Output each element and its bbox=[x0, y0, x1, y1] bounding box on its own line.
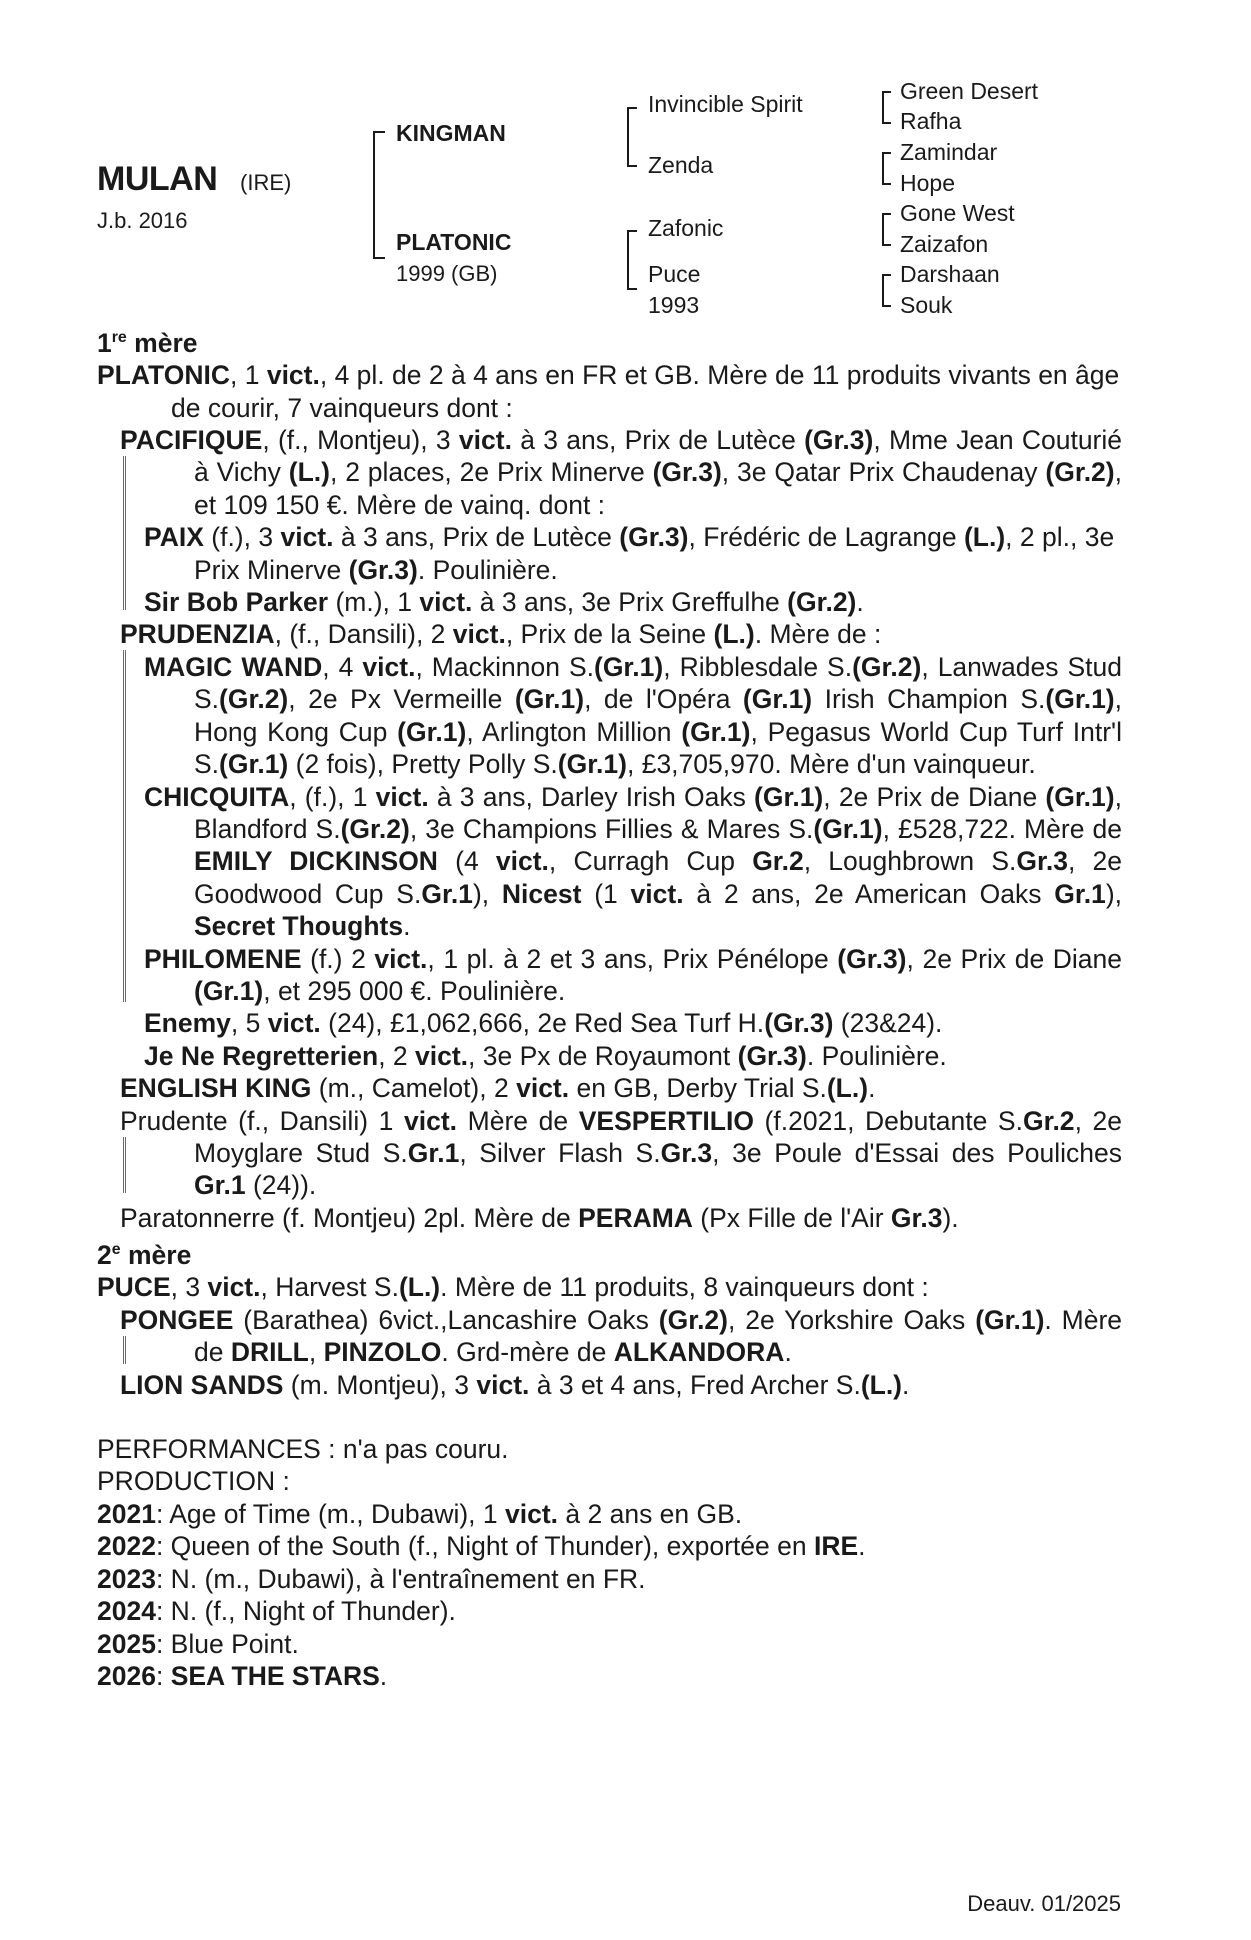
dam-name: PLATONIC bbox=[396, 229, 512, 255]
production-text: : Queen of the South (f., Night of Thunder), exportée en IRE. bbox=[155, 1531, 866, 1562]
family-bar bbox=[123, 1336, 126, 1364]
production-text: : N. (m., Dubawi), à l'entraînement en FR. bbox=[155, 1563, 646, 1594]
production-item bbox=[97, 1660, 1122, 1692]
production-year: 2022 bbox=[97, 1531, 156, 1562]
offspring-entry: PACIFIQUE, (f., Montjeu), 3 vict. à 3 ans, Prix de Lutèce (Gr.3), Mme Jean Couturié à Vichy (L.), 2 places, 2e Prix Minerve (Gr.3), 3e Qatar Prix Chaudenay (Gr.2), et 109 150 €. Mère de vainq. dont : bbox=[120, 425, 1123, 520]
production-text: : N. (f., Night of Thunder). bbox=[155, 1596, 456, 1627]
offspring-entry: PAIX (f.), 3 vict. à 3 ans, Prix de Lutèce (Gr.3), Frédéric de Lagrange (L.), 2 pl., 3e Prix Minerve (Gr.3). Poulinière. bbox=[144, 522, 1115, 585]
pedigree-notes bbox=[97, 322, 1122, 1692]
pedigree-table bbox=[0, 0, 1251, 330]
family-bar bbox=[123, 650, 126, 1002]
dam-dam-year: 1993 bbox=[648, 292, 700, 318]
dam-year: 1999 (GB) bbox=[396, 261, 498, 286]
offspring-group bbox=[97, 1105, 1122, 1202]
sire-dam-name: Zenda bbox=[648, 152, 714, 178]
first-dam-heading: 1re mère bbox=[97, 327, 198, 358]
second-dam-section bbox=[97, 1271, 1122, 1401]
g3-name: Hope bbox=[900, 170, 955, 196]
production-heading: PRODUCTION : bbox=[97, 1466, 290, 1497]
offspring-group bbox=[97, 424, 1122, 618]
production-item bbox=[97, 1628, 1122, 1660]
offspring-entry: Je Ne Regretterien, 2 vict., 3e Px de Royaumont (Gr.3). Poulinière. bbox=[144, 1040, 947, 1071]
pedigree-bracket bbox=[882, 274, 891, 307]
pedigree-bracket bbox=[882, 91, 891, 124]
horse-name: MULAN bbox=[97, 160, 218, 198]
offspring-entry: PRUDENZIA, (f., Dansili), 2 vict., Prix de la Seine (L.). Mère de : bbox=[120, 619, 882, 650]
production-item bbox=[97, 1498, 1122, 1530]
production-list bbox=[97, 1498, 1122, 1692]
horse-birth: J.b. 2016 bbox=[97, 208, 188, 233]
production-year: 2025 bbox=[97, 1628, 156, 1659]
performances-line: PERFORMANCES : n'a pas couru. bbox=[97, 1434, 509, 1465]
offspring-entry: Paratonnerre (f. Montjeu) 2pl. Mère de PERAMA (Px Fille de l'Air Gr.3). bbox=[120, 1202, 959, 1233]
offspring-entry: Prudente (f., Dansili) 1 vict. Mère de VESPERTILIO (f.2021, Debutante S.Gr.2, 2e Moyglare Stud S.Gr.1, Silver Flash S.Gr.3, 3e Poule d'Essai des Pouliches Gr.1 (24)). bbox=[120, 1105, 1123, 1201]
production-year: 2021 bbox=[97, 1498, 156, 1529]
dam-paragraph: PUCE, 3 vict., Harvest S.(L.). Mère de 11 produits, 8 vainqueurs dont : bbox=[97, 1272, 929, 1303]
pedigree-bracket bbox=[882, 213, 891, 246]
sire-name: KINGMAN bbox=[396, 120, 506, 146]
pedigree-bracket bbox=[627, 107, 637, 167]
production-text: : Age of Time (m., Dubawi), 1 vict. à 2 ans en GB. bbox=[155, 1498, 743, 1529]
g3-name: Gone West bbox=[900, 200, 1015, 226]
pedigree-bracket bbox=[627, 230, 637, 290]
production-year: 2023 bbox=[97, 1563, 156, 1594]
first-dam-section bbox=[97, 359, 1122, 1234]
pedigree-bracket bbox=[373, 131, 385, 259]
family-bar bbox=[123, 456, 126, 610]
production-year: 2024 bbox=[97, 1596, 156, 1627]
g3-name: Rafha bbox=[900, 108, 962, 134]
footer-reference: Deauv. 01/2025 bbox=[967, 1891, 1121, 1916]
g3-name: Souk bbox=[900, 292, 953, 318]
production-item bbox=[97, 1563, 1122, 1595]
dam-paragraph: PLATONIC, 1 vict., 4 pl. de 2 à 4 ans en FR et GB. Mère de 11 produits vivants en âge de courir, 7 vainqueurs dont : bbox=[97, 360, 1120, 423]
production-year: 2026 bbox=[97, 1660, 156, 1691]
g3-name: Darshaan bbox=[900, 261, 1000, 287]
offspring-entry: PONGEE (Barathea) 6vict.,Lancashire Oaks (Gr.2), 2e Yorkshire Oaks (Gr.1). Mère de DRILL, PINZOLO. Grd-mère de ALKANDORA. bbox=[120, 1304, 1123, 1368]
production-item bbox=[97, 1595, 1122, 1627]
sire-sire-name: Invincible Spirit bbox=[648, 91, 803, 117]
offspring-entry: CHICQUITA, (f.), 1 vict. à 3 ans, Darley Irish Oaks (Gr.1), 2e Prix de Diane (Gr.1), Blandford S.(Gr.2), 3e Champions Fillies & Mares S.(Gr.1), £528,722. Mère de EMILY DICKINSON (4 vict., Curragh Cup Gr.2, Loughbrown S.Gr.3, 2e Goodwood Cup S.Gr.1), Nicest (1 vict. à 2 ans, 2e American Oaks Gr.1), Secret Thoughts. bbox=[144, 781, 1123, 942]
offspring-group bbox=[97, 618, 1122, 1072]
offspring-group bbox=[97, 1304, 1122, 1369]
g3-name: Green Desert bbox=[900, 78, 1039, 104]
production-text: : Blue Point. bbox=[155, 1628, 299, 1659]
offspring-entry: Sir Bob Parker (m.), 1 vict. à 3 ans, 3e Prix Greffulhe (Gr.2). bbox=[144, 587, 864, 618]
production-text: : SEA THE STARS. bbox=[155, 1660, 388, 1691]
offspring-entry: LION SANDS (m. Montjeu), 3 vict. à 3 et 4 ans, Fred Archer S.(L.). bbox=[120, 1369, 910, 1400]
pedigree-bracket bbox=[882, 152, 891, 185]
offspring-entry: MAGIC WAND, 4 vict., Mackinnon S.(Gr.1), Ribblesdale S.(Gr.2), Lanwades Stud S.(Gr.2), 2e Px Vermeille (Gr.1), de l'Opéra (Gr.1) Irish Champion S.(Gr.1), Hong Kong Cup (Gr.1), Arlington Million (Gr.1), Pegasus World Cup Turf Intr'l S.(Gr.1) (2 fois), Pretty Polly S.(Gr.1), £3,705,970. Mère d'un vainqueur. bbox=[144, 651, 1123, 780]
family-bar bbox=[123, 1137, 126, 1193]
dam-sire-name: Zafonic bbox=[648, 215, 724, 241]
offspring-entry: Enemy, 5 vict. (24), £1,062,666, 2e Red Sea Turf H.(Gr.3) (23&24). bbox=[144, 1008, 943, 1039]
horse-origin: (IRE) bbox=[240, 170, 292, 195]
g3-name: Zamindar bbox=[900, 139, 998, 165]
dam-dam-name: Puce bbox=[648, 261, 701, 287]
production-item bbox=[97, 1530, 1122, 1562]
offspring-entry: PHILOMENE (f.) 2 vict., 1 pl. à 2 et 3 ans, Prix Pénélope (Gr.3), 2e Prix de Diane (Gr.1), et 295 000 €. Poulinière. bbox=[144, 943, 1123, 1006]
g3-name: Zaizafon bbox=[900, 231, 989, 257]
second-dam-heading: 2e mère bbox=[97, 1240, 192, 1271]
offspring-entry: ENGLISH KING (m., Camelot), 2 vict. en GB, Derby Trial S.(L.). bbox=[120, 1073, 876, 1104]
